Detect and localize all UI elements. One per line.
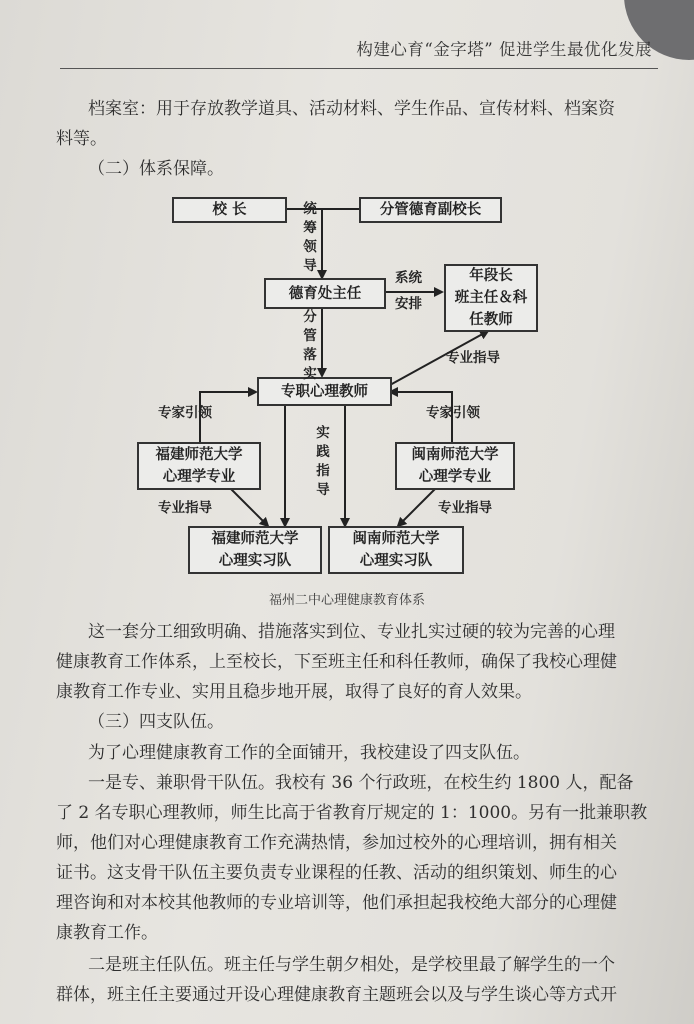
p1-line-3: 康教育工作专业、实用且稳步地开展，取得了良好的育人效果。: [56, 682, 532, 702]
section-heading-2: （二）体系保障。: [88, 159, 224, 179]
node-fjnu-major: [137, 442, 261, 490]
label-system-line-2: 安排: [395, 296, 422, 312]
archive-room-line-2: 料等。: [56, 129, 107, 149]
label-expert-guidance-left: 专家引领: [158, 405, 212, 421]
label-coordinate-lead: 统筹领导: [303, 201, 317, 274]
p3-line-3: 师，他们对心理健康教育工作充满热情，参加过校外的心理培训，拥有相关: [56, 833, 617, 853]
label-professional-guidance-top: 专业指导: [446, 350, 500, 366]
label-professional-guidance-right: 专业指导: [438, 500, 492, 516]
p3-line-5: 理咨询和对本校其他教师的专业培训等，他们承担起我校绝大部分的心理健: [56, 893, 617, 913]
arrow-fjnu-major-to-team: [230, 488, 268, 526]
p3-line-1: 一是专、兼职骨干队伍。我校有 36 个行政班，在校生约 1800 人，配备: [88, 773, 634, 793]
node-fjnu-team: [188, 526, 322, 574]
mnnu-team-line-2: 心理实习队: [359, 552, 433, 569]
label-expert-guidance-right: 专家引领: [426, 405, 480, 421]
fjnu-major-line-2: 心理学专业: [162, 468, 236, 485]
grade-leaders-line-1: 年段长: [469, 267, 513, 284]
node-grade-leaders: [444, 264, 538, 332]
header-rule: [60, 68, 658, 69]
node-psych-teacher: 专职心理教师: [257, 377, 392, 406]
diagram-caption: 福州二中心理健康教育体系: [268, 593, 425, 608]
p3-line-2: 了 2 名专职心理教师，师生比高于省教育厅规定的 1：1000。另有一批兼职教: [56, 803, 648, 823]
node-principal: 校 长: [172, 197, 287, 223]
fjnu-team-line-1: 福建师范大学: [211, 530, 299, 547]
fjnu-major-line-1: 福建师范大学: [155, 446, 243, 463]
p1-line-2: 健康教育工作体系，上至校长，下至班主任和科任教师，确保了我校心理健: [56, 652, 617, 672]
label-system-line-1: 系统: [395, 270, 422, 286]
label-in-charge-implement: 分管落实: [303, 309, 317, 382]
mnnu-major-line-1: 闽南师范大学: [411, 446, 499, 463]
node-moral-director: 德育处主任: [264, 278, 386, 309]
p2-line-1: 为了心理健康教育工作的全面铺开，我校建设了四支队伍。: [88, 743, 530, 763]
node-mnnu-team: [328, 526, 464, 574]
org-diagram: [0, 180, 694, 600]
label-practice-guidance: 实践指导: [316, 425, 330, 498]
running-header: 构建心育“金字塔” 促进学生最优化发展: [356, 40, 652, 59]
grade-leaders-line-3: 任教师: [469, 311, 513, 328]
node-mnnu-major: [395, 442, 515, 490]
p4-line-2: 群体，班主任主要通过开设心理健康教育主题班会以及与学生谈心等方式开: [56, 985, 617, 1005]
archive-room-line-1: 档案室：用于存放教学道具、活动材料、学生作品、宣传材料、档案资: [88, 99, 615, 119]
node-vice-principal: 分管德育副校长: [359, 197, 502, 223]
p1-line-1: 这一套分工细致明确、措施落实到位、专业扎实过硬的较为完善的心理: [88, 622, 615, 642]
arrow-mnnu-major-to-team: [398, 488, 436, 526]
mnnu-team-line-1: 闽南师范大学: [352, 530, 440, 547]
section-heading-3: （三）四支队伍。: [88, 712, 224, 732]
label-professional-guidance-left: 专业指导: [158, 500, 212, 516]
p3-line-6: 康教育工作。: [56, 923, 158, 943]
mnnu-major-line-2: 心理学专业: [418, 468, 492, 485]
p4-line-1: 二是班主任队伍。班主任与学生朝夕相处，是学校里最了解学生的一个: [88, 955, 615, 975]
grade-leaders-line-2: 班主任＆科: [454, 289, 528, 306]
fjnu-team-line-2: 心理实习队: [218, 552, 292, 569]
p3-line-4: 证书。这支骨干队伍主要负责专业课程的任教、活动的组织策划、师生的心: [56, 863, 617, 883]
